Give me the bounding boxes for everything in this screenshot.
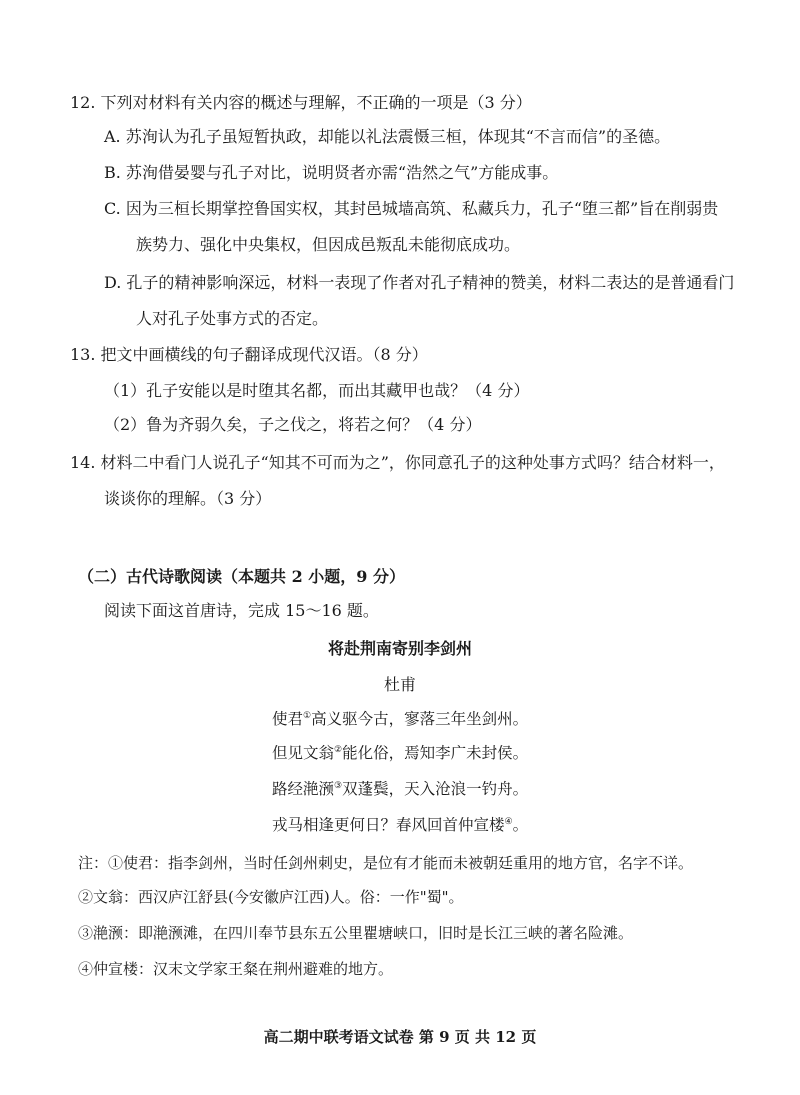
q12-option-c-line1: C. 因为三桓长期掌控鲁国实权，其封邑城墙高筑、私藏兵力，孔子“堕三都”旨在削弱贵 bbox=[104, 199, 719, 218]
q13-stem: 13. 把文中画横线的句子翻译成现代汉语。（8 分） bbox=[70, 345, 428, 364]
poem-title: 将赴荆南寄别李剑州 bbox=[327, 639, 472, 658]
q12-option-b: B. 苏洵借晏婴与孔子对比，说明贤者亦需“浩然之气”方能成事。 bbox=[104, 163, 559, 182]
poem-line-1: 使君①高义驱今古，寥落三年坐剑州。 bbox=[272, 710, 529, 728]
q12-option-d-line1: D. 孔子的精神影响深远，材料一表现了作者对孔子精神的赞美，材料二表达的是普通看门 bbox=[104, 273, 735, 292]
q13-sentence-2: （2）鲁为齐弱久矣，子之伐之，将若之何？（4 分） bbox=[104, 415, 482, 434]
q13-sentence-1: （1）孔子安能以是时堕其名都，而出其藏甲也哉？（4 分） bbox=[104, 381, 530, 400]
note-4: ④仲宣楼：汉末文学家王粲在荆州避难的地方。 bbox=[78, 960, 394, 978]
q12-option-d-line2: 人对孔子处事方式的否定。 bbox=[136, 309, 329, 328]
page-footer: 高二期中联考语文试卷 第 9 页 共 12 页 bbox=[263, 1028, 537, 1046]
note-1: 注：①使君：指李剑州，当时任剑州刺史，是位有才能而未被朝廷重用的地方官，名字不详。 bbox=[78, 854, 694, 872]
poem-line-2: 但见文翁②能化俗，焉知李广未封侯。 bbox=[272, 744, 529, 762]
q14-line1: 14. 材料二中看门人说孔子“知其不可而为之”，你同意孔子的这种处事方式吗？结合材料一， bbox=[70, 453, 725, 472]
section-heading: （二）古代诗歌阅读（本题共 2 小题，9 分） bbox=[78, 567, 405, 586]
section-intro: 阅读下面这首唐诗，完成 15～16 题。 bbox=[104, 601, 379, 620]
q12-stem: 12. 下列对材料有关内容的概述与理解，不正确的一项是（3 分） bbox=[70, 93, 532, 112]
q12-option-a: A. 苏洵认为孔子虽短暂执政，却能以礼法震慑三桓，体现其“不言而信”的圣德。 bbox=[104, 127, 671, 146]
q14-line2: 谈谈你的理解。（3 分） bbox=[104, 489, 272, 508]
q12-option-c-line2: 族势力、强化中央集权，但因成邑叛乱未能彻底成功。 bbox=[136, 235, 521, 254]
poem-line-4: 戎马相逢更何日？春风回首仲宣楼④。 bbox=[272, 816, 529, 834]
poem-author: 杜甫 bbox=[383, 675, 416, 694]
note-2: ②文翁：西汉庐江舒县(今安徽庐江西)人。俗：一作"蜀"。 bbox=[78, 888, 464, 906]
poem-line-3: 路经滟滪③双蓬鬓，天入沧浪一钓舟。 bbox=[272, 780, 529, 798]
note-3: ③滟滪：即滟滪滩，在四川奉节县东五公里瞿塘峡口，旧时是长江三峡的著名险滩。 bbox=[78, 924, 634, 942]
